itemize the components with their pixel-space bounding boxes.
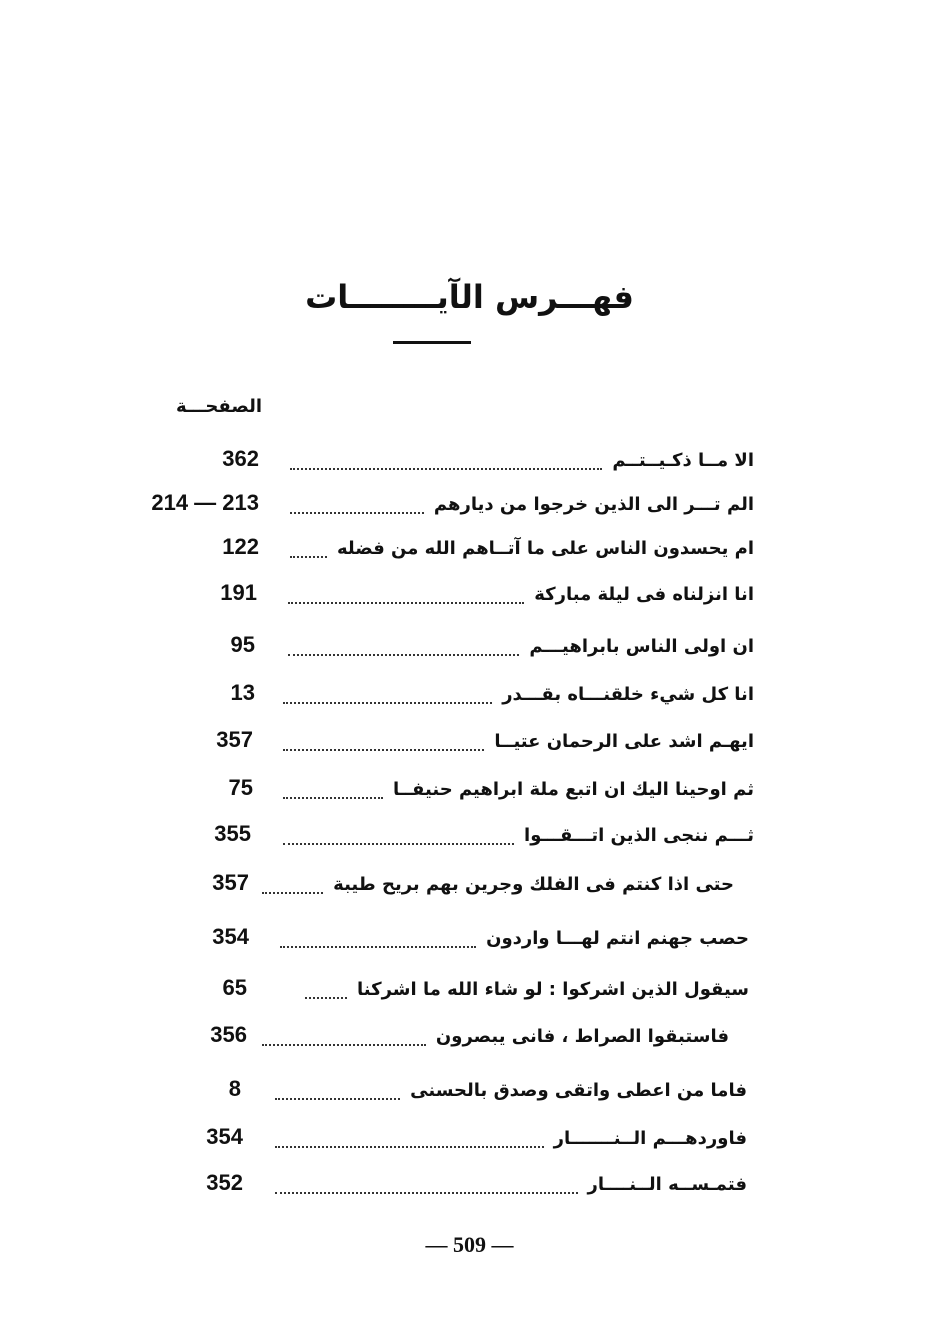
verse-text: فتمـســه الــنــــار [587,1174,747,1195]
dot-leader [283,745,484,751]
verse-text: فاما من اعطى واتقى وصدق بالحسنى [410,1080,747,1101]
page-reference: 122 [222,534,259,559]
dot-leader [262,888,323,894]
page-reference: 354 [212,924,249,949]
page-reference: 362 [222,446,259,471]
dot-leader [283,698,492,704]
page-reference: 352 [206,1170,243,1195]
dot-leader [280,942,476,948]
dot-leader [290,552,327,558]
index-entry [0,727,939,771]
index-entry [0,775,939,819]
index-entry [0,975,939,1019]
page-reference: 75 [228,775,253,800]
index-entry [0,490,939,534]
verse-text: فاستبقوا الصراط ، فانى يبصرون [435,1026,729,1047]
index-entry [0,446,939,490]
verse-text: الم تـــر الى الذين خرجوا من ديارهم [433,494,754,515]
verse-text: ثـــم ننجى الذين اتـــقـــوا [524,825,754,846]
verse-text: ثم اوحينا اليك ان اتبع ملة ابراهيم حنيفــا [392,779,754,800]
verse-text: انا كل شيء خلقنـــاه بقـــدر [502,684,754,705]
index-entry [0,924,939,968]
page-reference: 13 [230,680,255,705]
index-entry [0,1170,939,1214]
page-reference: 8 [228,1076,241,1101]
verse-text: حصب جهنم انتم لهـــا واردون [486,928,749,949]
dot-leader [283,793,383,799]
page-reference: 354 [206,1124,243,1149]
index-entry [0,580,939,624]
index-entry [0,870,939,914]
page-number: — 509 — [425,1232,514,1257]
page-title: فهـــرس الآيــــــــات [305,278,634,316]
verse-text: الا مــا ذكـيــتــم [612,450,754,471]
index-entry [0,1076,939,1120]
dot-leader [275,1142,544,1148]
index-entry [0,1124,939,1168]
verse-text: ام يحسدون الناس على ما آتــاهم الله من فضله [336,538,754,559]
dot-leader [288,598,524,604]
index-entry [0,534,939,578]
dot-leader [290,464,602,470]
dot-leader [283,839,514,845]
dot-leader [288,650,519,656]
page-reference: 65 [222,975,247,1000]
verse-text: انا انزلناه فى ليلة مباركة [534,584,754,605]
verse-text: حتى اذا كنتم فى الفلك وجرين بهم بريح طيبة [333,874,734,895]
index-entry [0,1022,939,1066]
dot-leader [275,1094,400,1100]
dot-leader [262,1040,426,1046]
page-reference: 214 — 213 [151,490,259,515]
verse-text: فاوردهـــم الــنـــــــار [553,1128,747,1149]
page-reference: 357 [216,727,253,752]
verse-text: سيقول الذين اشركوا : لو شاء الله ما اشركنا [357,979,749,1000]
index-entry [0,680,939,724]
page-reference: 356 [210,1022,247,1047]
verse-text: ايهـم اشد على الرحمان عتيــا [494,731,754,752]
index-entry [0,821,939,865]
dot-leader [305,993,347,999]
page-column-label: الصفحـــة [176,396,262,417]
dot-leader [275,1188,578,1194]
dot-leader [290,508,424,514]
page-reference: 355 [214,821,251,846]
index-entry [0,632,939,676]
page-reference: 357 [212,870,249,895]
page-reference: 95 [230,632,255,657]
page-reference: 191 [220,580,257,605]
verse-text: ان اولى الناس بابراهيـــم [529,636,754,657]
